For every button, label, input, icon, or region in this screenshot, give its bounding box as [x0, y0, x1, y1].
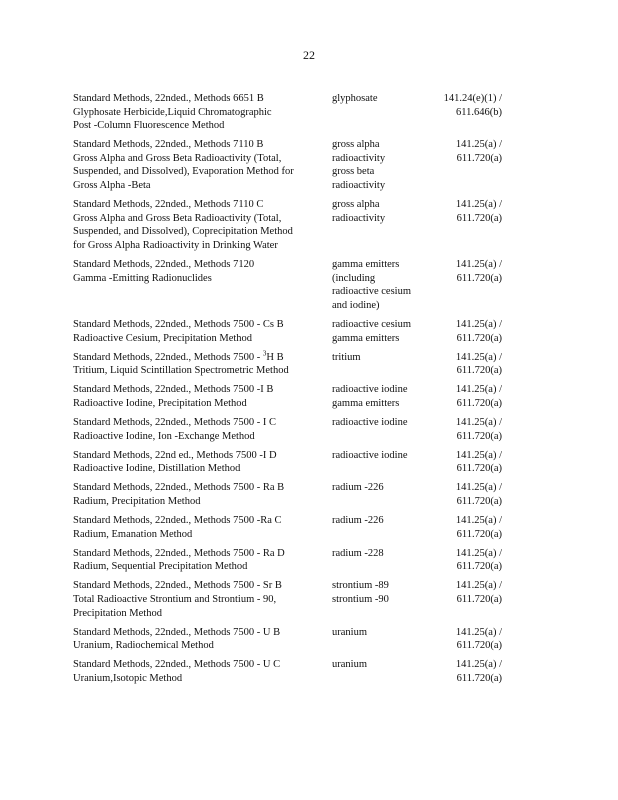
- table-row: [73, 579, 503, 620]
- analyte-cell: radioactive cesium gamma emitters: [332, 318, 412, 344]
- citation-cell: 141.25(a) / 611.720(a): [455, 580, 502, 605]
- analyte-cell: gross alpha radioactivity: [332, 199, 386, 224]
- analyte-cell: uranium: [332, 626, 367, 638]
- analyte-cell: strontium -89 strontium -90: [332, 580, 389, 605]
- method-cell: Standard Methods, 22nded., Methods 7500 - Ra B Radium, Precipitation Method: [73, 482, 285, 507]
- method-table: [73, 92, 503, 691]
- table-row: [73, 626, 503, 653]
- method-cell: Standard Methods, 22nd ed., Methods 7500 -I D Radioactive Iodine, Distillation Method: [73, 449, 277, 475]
- method-cell: Standard Methods, 22nded., Methods 7500 - I C Radioactive Iodine, Ion -Exchange Method: [73, 416, 276, 442]
- citation-cell: 141.24(e)(1) / 611.646(b): [443, 93, 502, 118]
- citation-cell: 141.25(a) / 611.720(a): [455, 416, 502, 442]
- method-cell: Standard Methods, 22nded., Methods 7500 - Ra D Radium, Sequential Precipitation Method: [73, 547, 285, 573]
- table-row: [73, 449, 503, 476]
- table-row: [73, 658, 503, 685]
- method-cell: Standard Methods, 22nded., Methods 6651 B Glyphosate Herbicide,Liquid Chromatographic Post -Column Fluorescence Method: [73, 93, 272, 132]
- analyte-cell: uranium: [332, 659, 367, 671]
- analyte-cell: tritium: [332, 351, 361, 363]
- citation-cell: 141.25(a) / 611.720(a): [455, 626, 502, 652]
- table-row: [73, 383, 503, 410]
- citation-cell: 141.25(a) / 611.720(a): [455, 659, 502, 684]
- citation-cell: 141.25(a) / 611.720(a): [455, 351, 502, 377]
- analyte-cell: gamma emitters (including radioactive cesium and iodine): [332, 259, 412, 311]
- method-cell: Standard Methods, 22nded., Methods 7500 - Cs B Radioactive Cesium, Precipitation Method: [73, 318, 284, 344]
- analyte-cell: radium -226: [332, 482, 384, 494]
- citation-cell: 141.25(a) / 611.720(a): [455, 384, 502, 409]
- citation-cell: 141.25(a) / 611.720(a): [455, 449, 502, 475]
- table-row: [73, 198, 503, 252]
- table-row: [73, 416, 503, 443]
- method-cell: Standard Methods, 22nded., Methods 7500 -I B Radioactive Iodine, Precipitation Method: [73, 384, 274, 409]
- analyte-cell: radioactive iodine: [332, 449, 408, 461]
- analyte-cell: radioactive iodine gamma emitters: [332, 384, 408, 409]
- citation-cell: 141.25(a) / 611.720(a): [455, 318, 502, 344]
- table-row: [73, 258, 503, 312]
- citation-cell: 141.25(a) / 611.720(a): [455, 547, 502, 573]
- method-cell: Standard Methods, 22nded., Methods 7120 Gamma -Emitting Radionuclides: [73, 259, 255, 284]
- page-number: 22: [303, 48, 315, 62]
- analyte-cell: radium -228: [332, 547, 384, 559]
- method-cell: Standard Methods, 22nded., Methods 7500 - Sr B Total Radioactive Strontium and Strontium - 90, Precipitation Method: [73, 580, 282, 619]
- citation-cell: 141.25(a) / 611.720(a): [455, 515, 502, 540]
- table-row: [73, 514, 503, 541]
- table-row: [73, 92, 503, 133]
- citation-cell: 141.25(a) / 611.720(a): [455, 139, 502, 164]
- analyte-cell: glyphosate: [332, 93, 378, 104]
- table-row: [73, 481, 503, 508]
- method-cell: Standard Methods, 22nded., Methods 7500 - U B Uranium, Radiochemical Method: [73, 626, 281, 652]
- citation-cell: 141.25(a) / 611.720(a): [455, 259, 502, 284]
- analyte-cell: radium -226: [332, 515, 384, 527]
- table-row: [73, 318, 503, 345]
- analyte-cell: radioactive iodine: [332, 416, 408, 428]
- analyte-cell: gross alpha radioactivity gross beta radioactivity: [332, 139, 386, 192]
- table-row: [73, 138, 503, 192]
- method-cell: [73, 351, 332, 378]
- citation-cell: 141.25(a) / 611.720(a): [455, 482, 502, 507]
- table-row: [73, 351, 503, 378]
- table-row: [73, 547, 503, 574]
- method-cell: Standard Methods, 22nded., Methods 7110 C Gross Alpha and Gross Beta Radioactivity (Total, Suspended, and Dissolved), Coprecipitation Method for Gross Alpha Radioactivity in Drinking Water: [73, 199, 293, 251]
- citation-cell: 141.25(a) / 611.720(a): [455, 199, 502, 224]
- method-cell: Standard Methods, 22nded., Methods 7110 B Gross Alpha and Gross Beta Radioactivity (Total, Suspended, and Dissolved), Evaporation Method for Gross Alpha -Beta: [73, 139, 294, 192]
- method-cell: Standard Methods, 22nded., Methods 7500 - U C Uranium,Isotopic Method: [73, 659, 281, 684]
- superscript-mass-number: 3: [262, 349, 267, 358]
- method-cell: Standard Methods, 22nded., Methods 7500 -Ra C Radium, Emanation Method: [73, 515, 282, 540]
- method-text-start: Standard Methods, 22nded., Methods 7500 -: [73, 351, 263, 363]
- method-text-end: H B Tritium, Liquid Scintillation Spectrometric Method: [73, 351, 289, 377]
